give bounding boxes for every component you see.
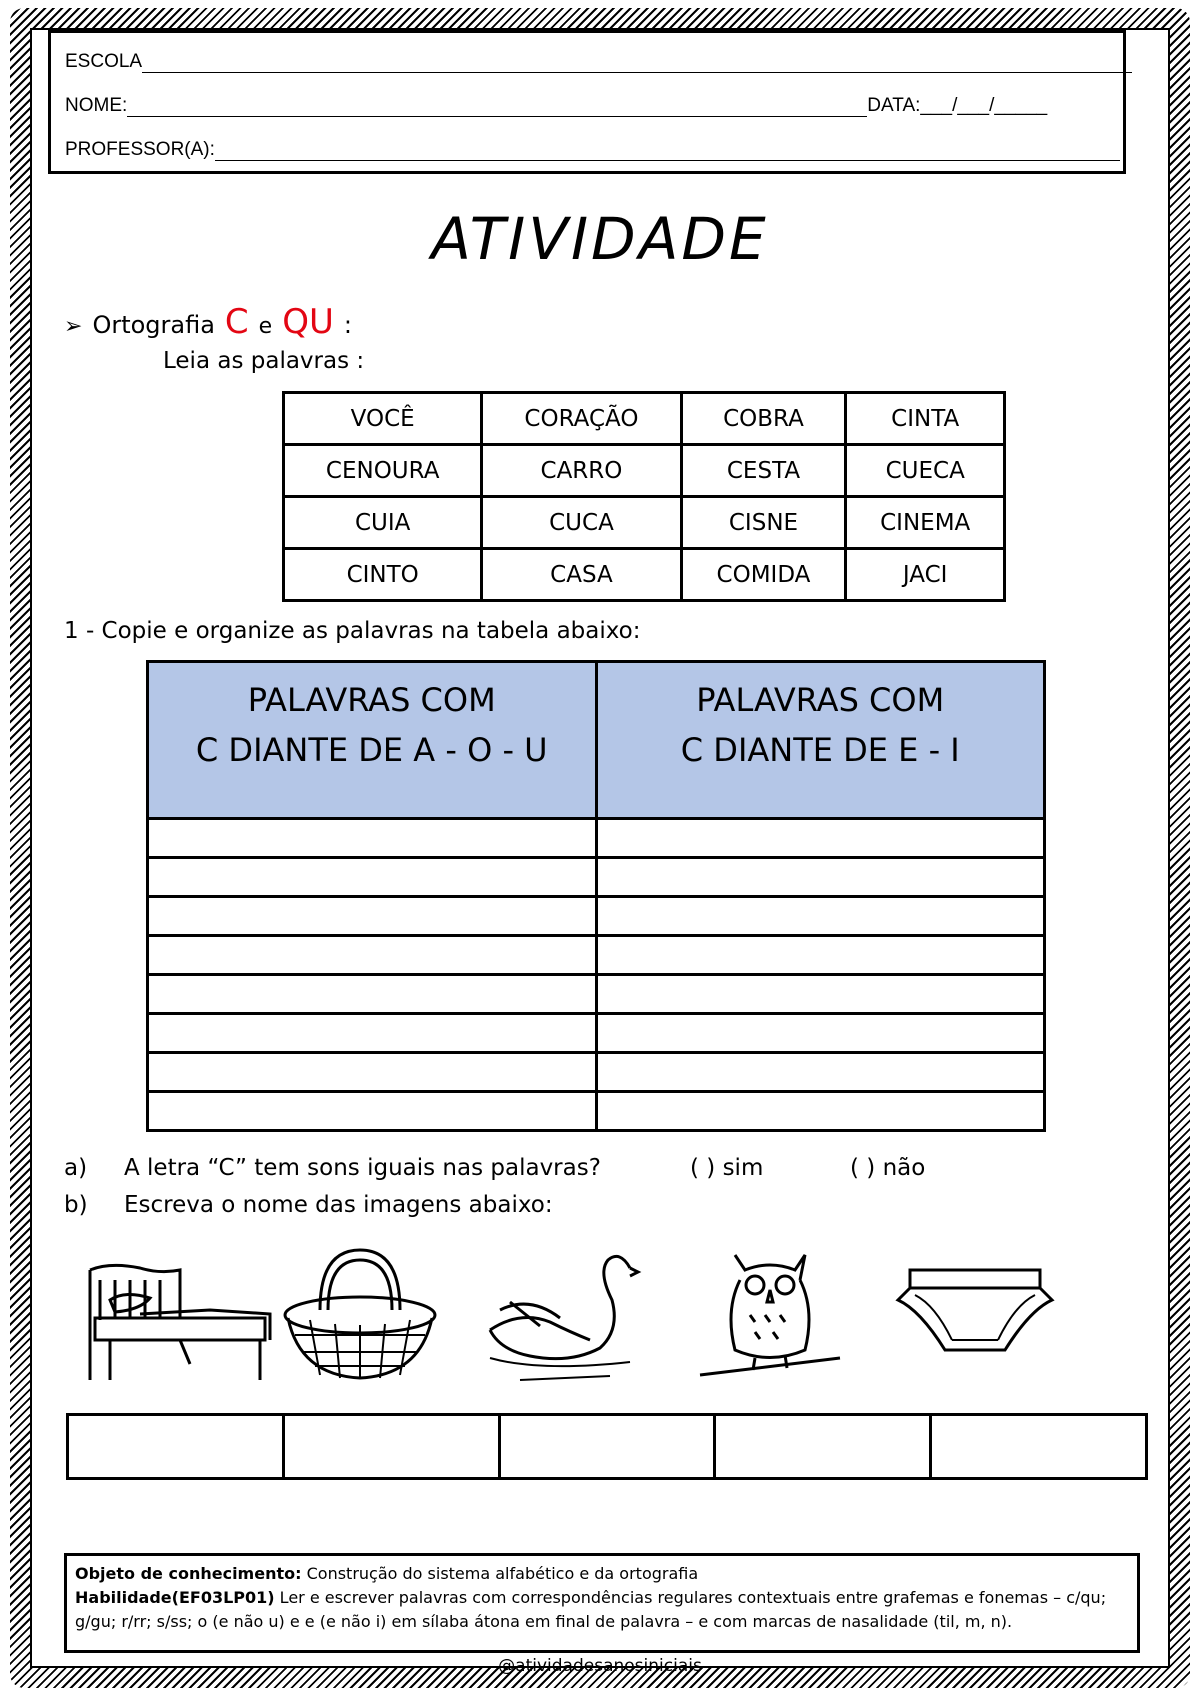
name-line [65,95,1047,117]
teacher-line [65,139,1120,161]
teacher-label: PROFESSOR(A): [65,139,215,160]
date-field[interactable]: ___/___/_____ [920,95,1048,116]
option-no[interactable]: ( ) não [850,1155,926,1181]
footer-box [64,1553,1140,1653]
column-header-line: C DIANTE DE A - O - U [195,731,548,769]
column-header-e-i [596,662,1045,819]
answer-row [148,975,1045,1014]
answer-row [148,897,1045,936]
answer-box[interactable] [931,1415,1147,1479]
pictures-row [80,1240,1140,1390]
bed-image [80,1240,280,1390]
topic-letter-qu: QU [282,302,334,342]
answer-cell[interactable] [596,1053,1045,1092]
column-header-line: PALAVRAS COM [696,681,945,719]
answer-cell[interactable] [596,975,1045,1014]
word-cell: CISNE [681,497,846,549]
topic-line [64,302,352,342]
answer-row [148,936,1045,975]
answer-cell[interactable] [148,936,597,975]
skill-line [75,1586,1129,1634]
answer-row [148,819,1045,858]
word-cell: CASA [482,549,681,601]
credit: @atividadesanosiniciais [498,1656,702,1676]
answer-row [148,1053,1045,1092]
answer-cell[interactable] [148,858,597,897]
answer-cell[interactable] [596,1014,1045,1053]
word-cell: CUECA [846,445,1005,497]
page-title: ATIVIDADE [431,205,769,273]
arrow-bullet-icon: ➢ [64,314,83,339]
answer-cell[interactable] [148,1092,597,1131]
object-text: Construção do sistema alfabético e da ortografia [301,1564,699,1583]
word-cell: VOCÊ [284,393,482,445]
column-header-line: C DIANTE DE E - I [680,731,960,769]
column-header-line: PALAVRAS COM [247,681,496,719]
object-line [75,1562,1129,1586]
answer-cell[interactable] [596,858,1045,897]
question-a-marker: a) [64,1155,88,1181]
words-row [284,393,1005,445]
skill-label: Habilidade(EF03LP01) [75,1588,275,1607]
word-cell: CORAÇÃO [482,393,681,445]
object-label: Objeto de conhecimento: [75,1564,302,1583]
header-box [48,30,1126,174]
answer-cell[interactable] [148,819,597,858]
topic-prefix: Ortografia [92,311,215,339]
word-cell: CINTA [846,393,1005,445]
answer-boxes [66,1413,1148,1480]
words-table [282,391,1006,602]
word-cell: CINEMA [846,497,1005,549]
answer-cell[interactable] [148,1053,597,1092]
question-b-text: Escreva o nome das imagens abaixo: [124,1192,553,1218]
word-cell: CESTA [681,445,846,497]
word-cell: COBRA [681,393,846,445]
answer-row [148,858,1045,897]
answer-cell[interactable] [148,897,597,936]
name-field[interactable] [127,97,867,117]
school-field[interactable] [142,53,1132,73]
word-cell: COMIDA [681,549,846,601]
answer-box[interactable] [499,1415,715,1479]
word-cell: JACI [846,549,1005,601]
date-label: DATA: [867,95,921,116]
word-cell: CUCA [482,497,681,549]
name-label: NOME: [65,95,128,116]
answer-cell[interactable] [596,1092,1045,1131]
school-line [65,51,1132,73]
underwear-image [890,1240,1060,1390]
words-row [284,497,1005,549]
answer-cell[interactable] [596,819,1045,858]
question-a-text: A letra “C” tem sons iguais nas palavras? [124,1155,601,1181]
organize-table [146,660,1046,1132]
answer-row [148,1014,1045,1053]
read-instruction: Leia as palavras : [163,348,365,374]
swan-image [480,1240,660,1390]
answer-cell[interactable] [148,975,597,1014]
school-label: ESCOLA [65,51,143,72]
question-1: 1 - Copie e organize as palavras na tabela abaixo: [64,618,641,644]
option-yes[interactable]: ( ) sim [690,1155,764,1181]
answer-box[interactable] [283,1415,499,1479]
question-b-marker: b) [64,1192,88,1218]
answer-box[interactable] [715,1415,931,1479]
topic-letter-c: C [224,302,249,342]
teacher-field[interactable] [215,141,1120,161]
answer-box[interactable] [68,1415,284,1479]
skill-text: Ler e escrever palavras com correspondências regulares contextuais entre grafemas e fonemas – c/qu; g/gu; r/rr; s/ss; o (e não u) e e (e não i) em sílaba átona em final de palavra – e com marcas de nasalidade (til, m, n). [75,1588,1107,1631]
answer-row [148,1092,1045,1131]
answer-cell[interactable] [596,897,1045,936]
topic-suffix: : [343,311,352,339]
owl-image [695,1240,845,1390]
answer-cell[interactable] [148,1014,597,1053]
word-cell: CINTO [284,549,482,601]
topic-connector: e [258,314,273,339]
words-row [284,445,1005,497]
word-cell: CUIA [284,497,482,549]
basket-image [280,1240,440,1390]
column-header-a-o-u [148,662,597,819]
word-cell: CENOURA [284,445,482,497]
words-row [284,549,1005,601]
word-cell: CARRO [482,445,681,497]
answer-cell[interactable] [596,936,1045,975]
